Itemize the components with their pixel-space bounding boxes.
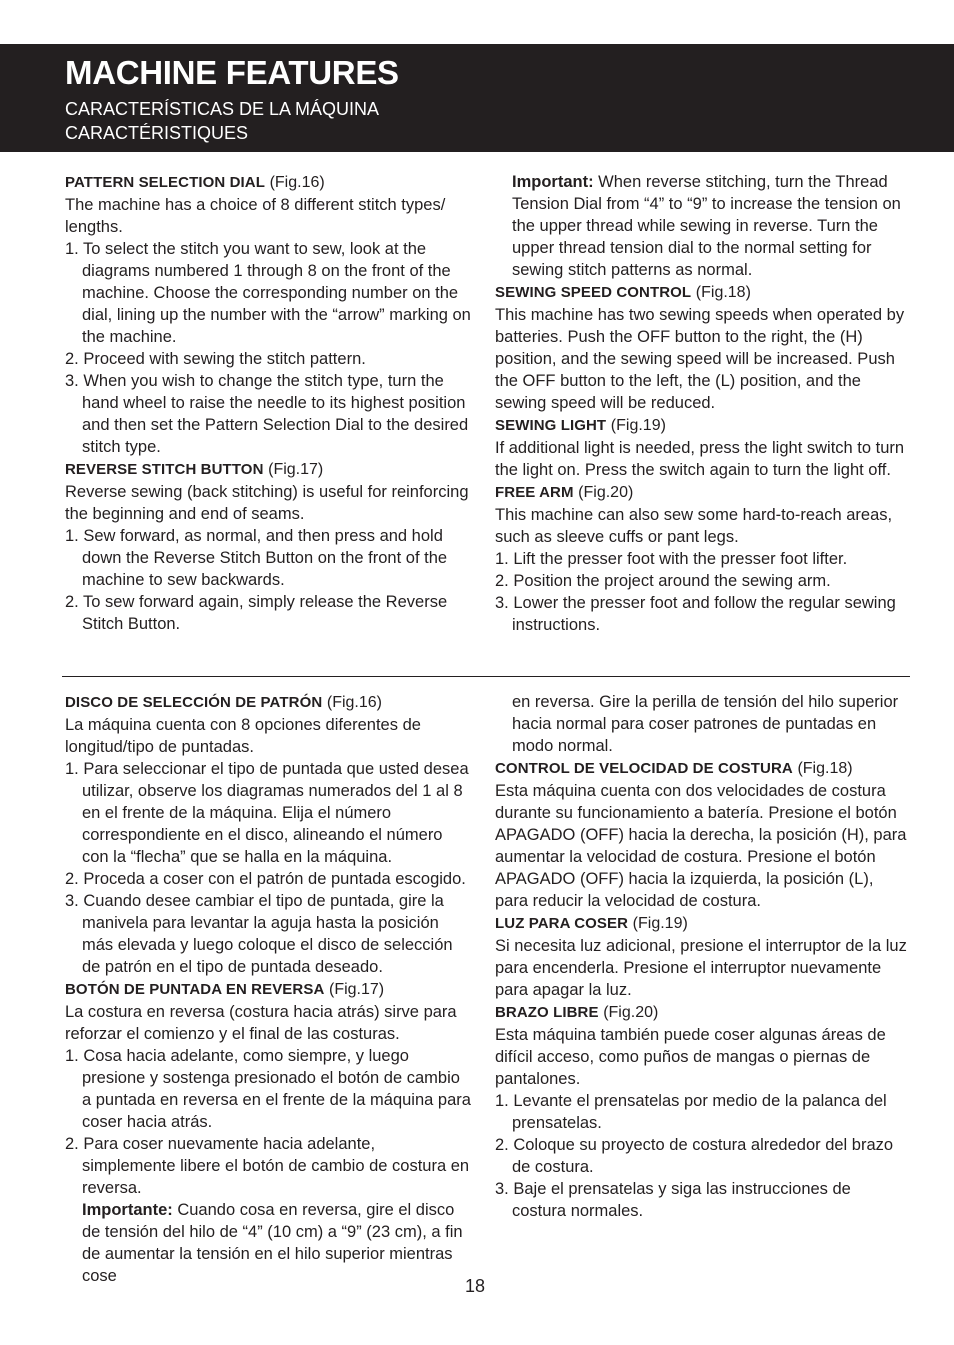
section-heading (495, 757, 909, 780)
en-right-column (495, 171, 909, 636)
heading-luz-para-coser: LUZ PARA COSER (495, 915, 629, 932)
figure-ref: (Fig.19) (632, 915, 688, 932)
paragraph: Esta máquina cuenta con dos velocidades de costura durante su funcionamiento a batería. Presione el botón APAGADO (OFF) hacia la derecha, la posición (H), para aumentar la velocidad de costura. Presione el botón APAGADO (OFF) hacia la izquierda, la posición (L), para reducir la velocidad de costura. (495, 782, 907, 910)
list-item: 1. Cosa hacia adelante, como siempre, y luego presione y sostenga presionado el botón de cambio a puntada en reversa en el frente de la máquina para coser hacia atrás. (65, 1047, 471, 1131)
list-item: 2. Position the project around the sewing arm. (495, 572, 831, 590)
list-item: 2. Proceda a coser con el patrón de puntada escogido. (65, 870, 466, 888)
section-heading (495, 281, 909, 304)
list-item: 2. Coloque su proyecto de costura alrededor del brazo de costura. (495, 1136, 894, 1176)
section-heading (65, 458, 485, 481)
heading-disco-seleccion-patron: DISCO DE SELECCIÓN DE PATRÓN (65, 694, 323, 711)
paragraph: La máquina cuenta con 8 opciones diferentes de longitud/tipo de puntadas. (65, 716, 421, 756)
figure-ref: (Fig.17) (328, 981, 385, 998)
section-heading (495, 912, 909, 935)
heading-control-velocidad: CONTROL DE VELOCIDAD DE COSTURA (495, 760, 793, 777)
page-header (0, 44, 954, 152)
section-heading (495, 481, 909, 504)
page-number: 18 (465, 1276, 486, 1296)
heading-pattern-selection-dial: PATTERN SELECTION DIAL (65, 174, 265, 191)
list-item: 1. Levante el prensatelas por medio de la palanca del prensatelas. (495, 1092, 887, 1132)
paragraph: The machine has a choice of 8 different stitch types/ lengths. (65, 196, 446, 236)
list-item: 1. Para seleccionar el tipo de puntada que usted desea utilizar, observe los diagramas numerados del 1 al 8 en el frente de la máquina. Elija el número correspondiente en el disco, alineando el número con la “flecha” que se halla en la máquina. (65, 760, 469, 866)
list-item: 3. Cuando desee cambiar el tipo de puntada, gire la manivela para levantar la aguja hasta la posición más elevada y luego coloque el disco de selección de patrón en el tipo de puntada deseado. (65, 892, 453, 976)
heading-brazo-libre: BRAZO LIBRE (495, 1004, 599, 1021)
important-text: Cuando cosa en reversa, gire el disco de tensión del hilo de “4” (10 cm) a “9” (23 cm), a fin de aumentar la tensión en el hilo superior mientras cose (82, 1201, 463, 1285)
list-item: 3. When you wish to change the stitch type, turn the hand wheel to raise the needle to its highest position and then set the Pattern Selection Dial to the desired stitch type. (65, 372, 469, 456)
figure-ref: (Fig.18) (695, 284, 751, 301)
figure-ref: (Fig.16) (326, 694, 382, 711)
important-note (65, 1199, 473, 1287)
section-heading (65, 978, 473, 1001)
subtitle-french: CARACTÉRISTIQUES (65, 123, 249, 143)
list-item: 3. Lower the presser foot and follow the regular sewing instructions. (495, 594, 896, 634)
list-item: 2. To sew forward again, simply release the Reverse Stitch Button. (65, 593, 448, 633)
section-divider (62, 676, 910, 677)
figure-ref: (Fig.16) (269, 174, 325, 191)
figure-ref: (Fig.17) (268, 461, 324, 478)
figure-ref: (Fig.20) (603, 1004, 659, 1021)
figure-ref: (Fig.18) (797, 760, 853, 777)
page-title: MACHINE FEATURES (65, 54, 399, 91)
heading-boton-puntada-reversa: BOTÓN DE PUNTADA EN REVERSA (65, 981, 325, 998)
heading-sewing-speed-control: SEWING SPEED CONTROL (495, 284, 692, 301)
list-item: 2. Proceed with sewing the stitch pattern. (65, 350, 366, 368)
list-item: 1. Sew forward, as normal, and then press and hold down the Reverse Stitch Button on the front of the machine to sew backwards. (65, 527, 448, 589)
paragraph: La costura en reversa (costura hacia atrás) sirve para reforzar el comienzo y el final de las costuras. (65, 1003, 457, 1043)
paragraph: This machine has two sewing speeds when operated by batteries. Push the OFF button to the right, the (H) position, and the sewing speed will be increased. Push the OFF button to the left, the (L) position, and the sewing speed will be reduced. (495, 306, 905, 412)
section-heading (495, 1001, 909, 1024)
en-left-column (65, 171, 485, 635)
list-item: 1. Lift the presser foot with the presser foot lifter. (495, 550, 848, 568)
paragraph: This machine can also sew some hard-to-reach areas, such as sleeve cuffs or pant legs. (495, 506, 893, 546)
heading-sewing-light: SEWING LIGHT (495, 417, 607, 434)
important-label: Important: (512, 173, 594, 191)
es-right-column (495, 691, 909, 1222)
paragraph: Si necesita luz adicional, presione el interruptor de la luz para encenderla. Presione el interruptor nuevamente para apagar la luz. (495, 937, 907, 999)
important-text: When reverse stitching, turn the Thread Tension Dial from “4” to “9” to increase the tension on the upper thread while sewing in reverse. Turn the upper thread tension dial to the normal setting for sewing stitch patterns as normal. (512, 173, 901, 279)
figure-ref: (Fig.19) (610, 417, 666, 434)
es-left-column (65, 691, 473, 1287)
heading-free-arm: FREE ARM (495, 484, 574, 501)
important-note-continued: en reversa. Gire la perilla de tensión del hilo superior hacia normal para coser patrones de puntadas en modo normal. (512, 693, 899, 755)
list-item: 2. Para coser nuevamente hacia adelante, simplemente libere el botón de cambio de costura en reversa. (65, 1135, 470, 1197)
section-heading (495, 414, 909, 437)
section-heading (65, 171, 485, 194)
important-note (495, 171, 909, 281)
heading-reverse-stitch-button: REVERSE STITCH BUTTON (65, 461, 264, 478)
paragraph: Esta máquina también puede coser algunas áreas de difícil acceso, como puños de mangas o piernas de pantalones. (495, 1026, 886, 1088)
section-heading (65, 691, 473, 714)
paragraph: Reverse sewing (back stitching) is useful for reinforcing the beginning and end of seams. (65, 483, 469, 523)
paragraph: If additional light is needed, press the light switch to turn the light on. Press the switch again to turn the light off. (495, 439, 905, 479)
list-item: 3. Baje el prensatelas y siga las instrucciones de costura normales. (495, 1180, 851, 1220)
important-label: Importante: (82, 1201, 173, 1219)
figure-ref: (Fig.20) (578, 484, 634, 501)
list-item: 1. To select the stitch you want to sew, look at the diagrams numbered 1 through 8 on the front of the machine. Choose the corresponding number on the dial, lining up the number with the “arrow” marking on the machine. (65, 240, 471, 346)
subtitle-spanish: CARACTERÍSTICAS DE LA MÁQUINA (65, 99, 380, 119)
